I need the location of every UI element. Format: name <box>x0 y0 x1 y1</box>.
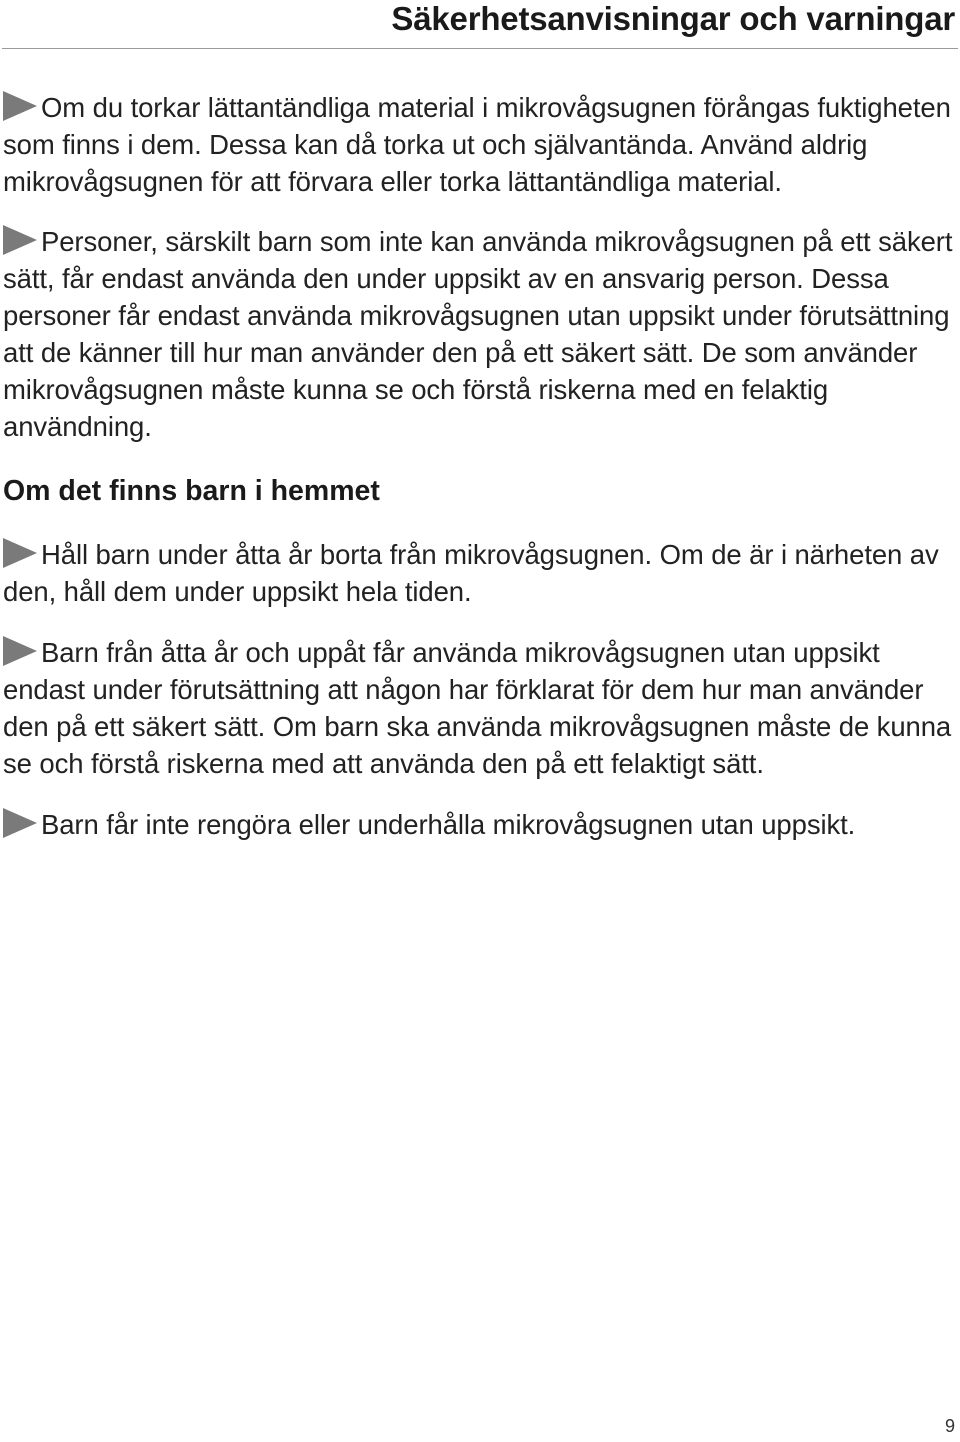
warning-text: Barn får inte rengöra eller underhålla mikrovågsugnen utan uppsikt. <box>41 809 856 840</box>
arrow-right-icon <box>3 808 37 838</box>
arrow-right-icon <box>3 225 37 255</box>
warning-text: Personer, särskilt barn som inte kan använda mikrovågsugnen på ett säkert sätt, får endast använda den under uppsikt av en ansvarig person. Dessa personer får endast använda mikrovågsugnen utan uppsikt under förutsättning att de känner till hur man använder den på ett säkert sätt. De som använder mikrovågsugnen måste kunna se och förstå riskerna med en felaktig användning. <box>3 226 953 442</box>
section-heading: Om det finns barn i hemmet <box>3 475 380 507</box>
warning-item <box>3 536 955 610</box>
page-title: Säkerhetsanvisningar och varningar <box>391 0 955 37</box>
warning-item <box>3 634 955 782</box>
header-rule <box>2 48 958 49</box>
warning-item <box>3 223 955 445</box>
page-content <box>3 89 955 867</box>
page-number: 9 <box>944 1416 955 1436</box>
arrow-right-icon <box>3 91 37 121</box>
warning-text: Barn från åtta år och uppåt får använda mikrovågsugnen utan uppsikt endast under förutsättning att någon har förklarat för dem hur man använder den på ett säkert sätt. Om barn ska använda mikrovågsugnen måste de kunna se och förstå riskerna med att använda den på ett felaktigt sätt. <box>3 637 952 779</box>
warning-text: Håll barn under åtta år borta från mikrovågsugnen. Om de är i närheten av den, håll dem under uppsikt hela tiden. <box>3 539 939 607</box>
warning-item <box>3 806 955 843</box>
warning-item <box>3 89 955 200</box>
arrow-right-icon <box>3 538 37 568</box>
arrow-right-icon <box>3 636 37 666</box>
warning-text: Om du torkar lättantändliga material i mikrovågsugnen förångas fuktigheten som finns i dem. Dessa kan då torka ut och självantända. Använd aldrig mikrovågsugnen för att förvara eller torka lättantändliga material. <box>3 92 951 197</box>
page-header <box>0 0 960 50</box>
